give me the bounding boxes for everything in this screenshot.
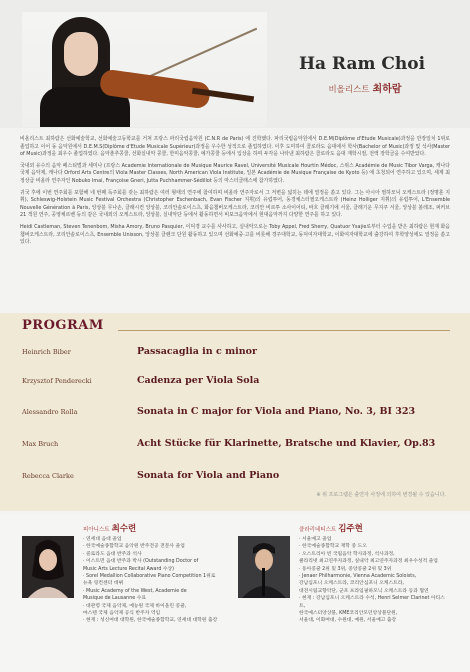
piece-title: Acht Stücke für Klarinette, Bratsche und Klavier, Op.83	[137, 438, 436, 449]
list-item: · 이스트먼 음대 반주과 박사 (Outstanding Doctor of	[83, 559, 199, 565]
list-item: 클라리넷 최고연주자과정, 실내악 최고연주자과정 최우수성적 졸업	[299, 559, 438, 565]
list-item: · Sorel Medallion Collaborative Piano Competition 1위로	[83, 574, 216, 580]
artist-role: 비올리스트	[328, 85, 370, 95]
list-item: 대전시립교향악단, 군포 프라임필하모닉 오케스트라 등과 협연	[299, 588, 429, 594]
composer-name: Max Bruch	[22, 440, 59, 448]
list-item: 한국예스터앙상블, KME코리안모던앙상블단원,	[299, 611, 398, 617]
composer-name: Rebecca Clarke	[22, 472, 74, 480]
violist-portrait-photo	[22, 12, 267, 127]
bio-paragraph: 비올리스트 최하람은 선화예술학교, 선화예술고등학교를 거쳐 프랑스 파리국립음악원 (C.N.R de Paris) 에 진학했다. 파리국립음악원에서 D.E.M(Diplôme d'Etude Musicale)과정을 만장일치 1위로 졸업하고 이어 동 음악원에서 D.E.M.S(Diplôme d'Etude Musicale Supérieur)과정을 우수한 성적으로 졸업하였다. 이후 도미하여 콜로라도 음대에서 학사(Bachelor of Music)과정 및 석사(Master of Music)과정을 최우수 졸업하였다. 음악춘추콩쿨, 선화실내악 콩쿨, 한미음악콩쿨, 예가콩쿨 등에서 입상을 하며 두각을 나타낸 최하람은 콜로라도 음대 재학시절, 전액 장학금을 수여받았다.	[20, 136, 450, 158]
program-item	[22, 346, 452, 360]
list-item: · 서울예고 졸업	[299, 537, 332, 542]
performer-pianist	[22, 522, 227, 624]
list-item: 마스텐 국제 음악제 공식 반주자 역임	[83, 611, 161, 617]
list-item: · Music Academy of the West, Academie de	[83, 588, 187, 594]
list-item: · 현재 : 성신여대 대학원, 한국예술종합학교, 연세대 대학원 출강	[83, 618, 218, 624]
list-item: · 한국예술종합학교 재학 중 도오	[299, 544, 367, 550]
composer-name: Krzysztof Penderecki	[22, 377, 92, 385]
performer-name: 최수련	[111, 524, 137, 534]
performer-name: 김주현	[338, 524, 363, 534]
piece-title: Cadenza per Viola Sola	[137, 375, 260, 386]
list-item: · 오스트리아 빈 국립음악 학사과정, 석사과정,	[299, 551, 395, 557]
program-item	[22, 470, 452, 484]
list-item: · Jenaer Philharmonie, Vienna Academic Soloists,	[299, 574, 417, 580]
list-item: Musique de Lausanne 수료	[83, 596, 147, 602]
clarinetist-portrait-photo	[238, 536, 290, 598]
list-item: · 현재 : 강남심포니 오케스트라 수석, Henri Selmer Clarinet 아티스트,	[299, 596, 445, 609]
composer-name: Heinrich Biber	[22, 348, 71, 356]
list-item: · 콜로라도 음대 반주과 석사	[83, 551, 142, 557]
program-item	[22, 406, 452, 420]
program-item	[22, 375, 452, 389]
performer-profile-list	[299, 536, 449, 625]
bio-paragraph: 국내외 유수의 음악 페스티벌과 세미나 (프랑스 Academie Internationale de Musique Maurice Ravel, Université Musicale Hourtin Médoc, 스위스 Académie de Music Tibor Varga, 캐나다 국제 음악제, 캐나다 Orford Arts Centre의 Viola Master Classes, North American Viola Institute, 일본 Académie de Musique Française de Kyoto 등) 에 초청되어 연주하고 있으며, 세계 최정상급 비올라 연주자인 Nobuko Imai, Françoise Gneri, Jutta Puchhammer-Sédillot 등의 마스터클래스에 참가하였다.	[20, 162, 450, 184]
performer-heading	[83, 522, 227, 534]
performer-heading	[299, 522, 443, 534]
piece-title: Sonata for Viola and Piano	[137, 470, 280, 481]
performer-profile-list	[83, 536, 233, 625]
list-item: · 연세대 음대 졸업	[83, 537, 122, 542]
program-change-note: ※ 위 프로그램은 출연자 사정에 의하여 변경될 수 있습니다.	[316, 492, 446, 498]
program-divider	[118, 330, 450, 331]
list-item: Music Arts Lecture Recital Award 수상)	[83, 566, 175, 572]
piece-title: Sonata in C major for Viola and Piano, No. 3, BI 323	[137, 406, 416, 417]
performer-role: 피아니스트	[83, 527, 110, 533]
list-item: · 한국예술종합학교 음악원 반주전공 전문사 졸업	[83, 544, 185, 550]
composer-name: Alessandro Rolla	[22, 408, 78, 416]
bio-paragraph: Heidi Castleman, Steven Tenenbom, Misha Amory, Bruno Pasquier, 이덕경 교수를 사사하고, 실내악으로는 Toby Appel, Fred Sherry, Quatuor Ysaÿe로부터 수업을 받은 최하람은 현재 화음챔버오케스트라, 코리안솔로이스츠, Ensemble Unisson, 앙상블 클렌크 단원 활동하고 있으며 선화예중·고를 비롯해 경주대학교, 동덕여자대학교, 이화여자대학교에 출강하여 후학양성에도 열정을 쏟고 있다.	[20, 223, 450, 246]
list-item: · 동아콩쿨 2위 및 3위, 중앙콩쿨 2위 및 3위	[299, 566, 392, 572]
artist-name: 최하람	[372, 84, 402, 95]
program-title: PROGRAM	[22, 318, 104, 333]
bio-paragraph: 귀국 후에 이번 연주회를 포함해 네 번째 독주회를 갖는 최하람은 여러 형태의 연주에 참여하며 비올라 연주자로서 그 저변을 넓히는 데에 열정을 쏟고 있다. 그는 아시아 필하모닉 오케스트라 (정명훈 지휘), Schleswig-Holstein Music Festival Orchestra (Christopher Eschenbach, Evan Fischer 지휘)의 유럽투어, 동경체스터필오케스트라 (Heinz Holliger 지휘)의 유럽투어, L'Ensemble Nouvelle Génération à Paris, 앙상블 무나손, 클래시컨 앙상블, 코리안솔로이스츠, 화음챔버오케스트라, 코리안 비르투 소사이어티, 바흐 클래기에 서울, 클래기운 무지쿠 서울, 앙상블 볼레조, 퍼커브 21 객원 연주, 공영체르벤 등의 같은 국내외의 오케스트라, 앙상블, 실내악단 등에서 활동하면서 비포크음악에서 현대음악까지 다양한 연주를 하고 있다.	[20, 189, 450, 219]
artist-biography	[20, 136, 450, 251]
list-item: 뉴욕 링컨센터 데뷔	[83, 581, 124, 587]
list-item: 강남심포니 오케스트라, 코리안심포니 오케스트라,	[299, 581, 404, 587]
list-item: · 대관령 국제 음악제, 예능원 국제 바이올린 콩쿨,	[83, 603, 187, 609]
performer-role: 클라리네티스트	[299, 527, 337, 533]
pianist-portrait-photo	[22, 536, 74, 598]
list-item: 서울대, 이화여대, 수원대, 예원, 서울예고 출강	[299, 618, 397, 624]
performer-clarinetist	[238, 522, 445, 624]
artist-name-korean	[300, 80, 430, 95]
piece-title: Passacaglia in c minor	[137, 346, 257, 357]
artist-name-english: Ha Ram Choi	[298, 54, 426, 74]
program-item	[22, 438, 452, 452]
